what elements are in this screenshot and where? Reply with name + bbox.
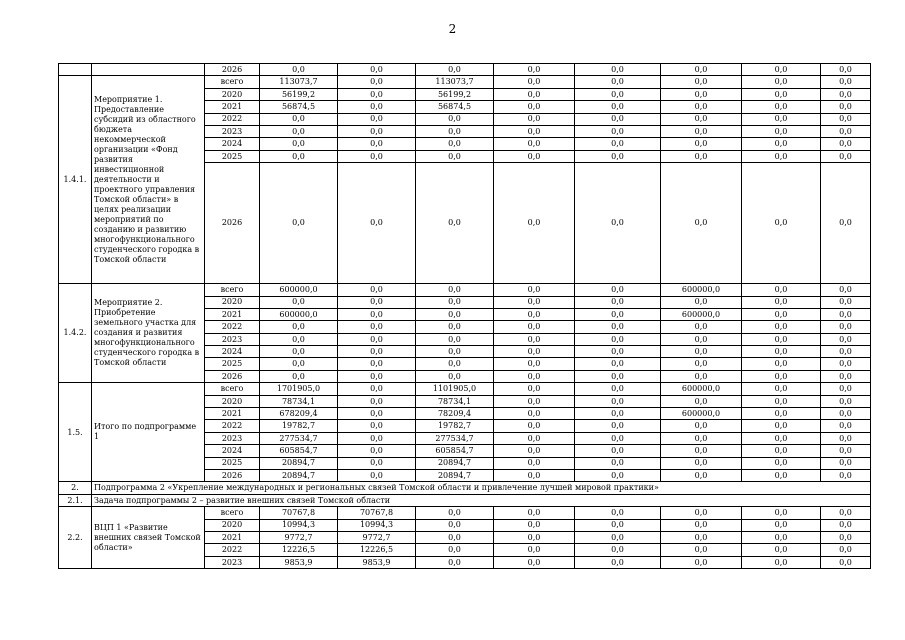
year-cell: 2024 [205,346,260,358]
year-cell: 2020 [205,519,260,531]
value-cell: 0,0 [742,432,821,444]
value-cell: 0,0 [742,469,821,481]
year-cell: 2021 [205,101,260,113]
value-cell: 0,0 [821,370,871,382]
value-cell: 0,0 [821,150,871,162]
value-cell: 0,0 [338,296,416,308]
value-cell: 1701905,0 [260,383,338,395]
value-cell: 0,0 [821,432,871,444]
value-cell: 600000,0 [661,408,742,420]
value-cell: 0,0 [494,308,575,320]
value-cell: 0,0 [821,125,871,137]
value-cell: 0,0 [661,445,742,457]
value-cell: 0,0 [742,64,821,76]
row-code-cell [59,64,92,76]
value-cell: 20894,7 [416,457,494,469]
year-cell: 2026 [205,64,260,76]
value-cell: 0,0 [416,296,494,308]
value-cell: 0,0 [821,138,871,150]
value-cell: 0,0 [575,358,661,370]
description-cell: Итого по подпрограмме 1 [92,383,205,482]
value-cell: 0,0 [494,138,575,150]
value-cell: 0,0 [821,507,871,519]
description-cell: ВЦП 1 «Развитие внешних связей Томской области» [92,507,205,569]
description-cell: Мероприятие 2. Приобретение земельного участка для создания и развития многофункционального студенческого городка в Томской области [92,284,205,383]
value-cell: 0,0 [821,519,871,531]
value-cell: 0,0 [661,395,742,407]
value-cell: 0,0 [575,556,661,568]
value-cell: 0,0 [661,370,742,382]
value-cell: 0,0 [821,296,871,308]
value-cell: 78734,1 [260,395,338,407]
row-code-cell: 2. [59,482,92,494]
value-cell: 0,0 [494,432,575,444]
value-cell: 0,0 [494,358,575,370]
value-cell: 0,0 [494,469,575,481]
value-cell: 0,0 [338,64,416,76]
value-cell: 605854,7 [416,445,494,457]
value-cell: 0,0 [494,125,575,137]
value-cell: 0,0 [338,383,416,395]
value-cell: 0,0 [494,101,575,113]
value-cell: 0,0 [661,346,742,358]
table-row [59,383,871,395]
value-cell: 0,0 [661,531,742,543]
value-cell: 277534,7 [416,432,494,444]
row-code-cell: 1.5. [59,383,92,482]
value-cell: 0,0 [260,125,338,137]
value-cell: 0,0 [575,113,661,125]
value-cell: 0,0 [821,358,871,370]
year-cell: 2025 [205,457,260,469]
value-cell: 0,0 [742,507,821,519]
value-cell: 0,0 [575,333,661,345]
value-cell: 0,0 [260,333,338,345]
value-cell: 0,0 [338,358,416,370]
value-cell: 0,0 [416,163,494,284]
value-cell: 20894,7 [260,469,338,481]
value-cell: 0,0 [338,284,416,296]
value-cell: 0,0 [821,76,871,88]
value-cell: 0,0 [260,163,338,284]
value-cell: 0,0 [575,64,661,76]
year-cell: 2023 [205,556,260,568]
value-cell: 0,0 [338,321,416,333]
value-cell: 0,0 [821,88,871,100]
value-cell: 0,0 [494,420,575,432]
value-cell: 0,0 [494,395,575,407]
year-cell: 2023 [205,432,260,444]
value-cell: 0,0 [821,457,871,469]
value-cell: 0,0 [661,296,742,308]
value-cell: 56199,2 [260,88,338,100]
value-cell: 0,0 [260,296,338,308]
value-cell: 0,0 [742,76,821,88]
value-cell: 0,0 [661,321,742,333]
value-cell: 0,0 [416,370,494,382]
value-cell: 0,0 [260,370,338,382]
value-cell: 0,0 [575,395,661,407]
value-cell: 0,0 [338,76,416,88]
value-cell: 0,0 [821,420,871,432]
value-cell: 19782,7 [260,420,338,432]
year-cell: 2021 [205,531,260,543]
value-cell: 0,0 [661,64,742,76]
value-cell: 0,0 [416,519,494,531]
value-cell: 0,0 [338,88,416,100]
table-row [59,482,871,494]
year-cell: 2022 [205,321,260,333]
value-cell: 0,0 [338,163,416,284]
value-cell: 0,0 [338,370,416,382]
section-title-cell: Подпрограмма 2 «Укрепление международных и региональных связей Томской области и привлечение лучшей мировой практики» [92,482,871,494]
value-cell: 0,0 [821,64,871,76]
value-cell: 0,0 [494,163,575,284]
year-cell: 2026 [205,163,260,284]
value-cell: 0,0 [742,358,821,370]
value-cell: 0,0 [416,284,494,296]
value-cell: 0,0 [575,284,661,296]
value-cell: 0,0 [821,333,871,345]
value-cell: 0,0 [575,370,661,382]
value-cell: 0,0 [661,469,742,481]
value-cell: 0,0 [416,308,494,320]
table-row [59,284,871,296]
value-cell: 0,0 [742,556,821,568]
value-cell: 0,0 [338,408,416,420]
value-cell: 0,0 [661,88,742,100]
year-cell: 2023 [205,125,260,137]
value-cell: 0,0 [742,445,821,457]
value-cell: 0,0 [575,308,661,320]
value-cell: 0,0 [416,346,494,358]
value-cell: 78209,4 [416,408,494,420]
value-cell: 10994,3 [338,519,416,531]
year-cell: 2025 [205,358,260,370]
value-cell: 600000,0 [260,284,338,296]
value-cell: 0,0 [338,445,416,457]
value-cell: 0,0 [661,163,742,284]
value-cell: 0,0 [661,556,742,568]
value-cell: 9772,7 [260,531,338,543]
year-cell: 2022 [205,113,260,125]
value-cell: 0,0 [742,321,821,333]
value-cell: 0,0 [661,101,742,113]
value-cell: 0,0 [575,469,661,481]
value-cell: 600000,0 [661,308,742,320]
value-cell: 0,0 [575,531,661,543]
value-cell: 0,0 [742,531,821,543]
value-cell: 113073,7 [416,76,494,88]
value-cell: 0,0 [575,125,661,137]
value-cell: 0,0 [260,113,338,125]
value-cell: 9853,9 [260,556,338,568]
row-code-cell: 1.4.1. [59,76,92,284]
value-cell: 0,0 [742,333,821,345]
value-cell: 56874,5 [416,101,494,113]
table-row [59,76,871,88]
value-cell: 20894,7 [416,469,494,481]
value-cell: 0,0 [821,346,871,358]
year-cell: 2021 [205,408,260,420]
value-cell: 277534,7 [260,432,338,444]
value-cell: 0,0 [494,321,575,333]
value-cell: 0,0 [575,163,661,284]
value-cell: 0,0 [821,163,871,284]
value-cell: 0,0 [338,113,416,125]
budget-table [58,63,871,569]
value-cell: 10994,3 [260,519,338,531]
value-cell: 0,0 [338,308,416,320]
value-cell: 0,0 [821,469,871,481]
value-cell: 0,0 [494,408,575,420]
year-cell: 2022 [205,544,260,556]
year-cell: 2026 [205,469,260,481]
value-cell: 0,0 [575,445,661,457]
value-cell: 0,0 [742,163,821,284]
value-cell: 0,0 [821,395,871,407]
value-cell: 0,0 [416,358,494,370]
value-cell: 78734,1 [416,395,494,407]
value-cell: 0,0 [494,544,575,556]
value-cell: 0,0 [821,284,871,296]
value-cell: 0,0 [661,432,742,444]
value-cell: 0,0 [661,544,742,556]
value-cell: 0,0 [494,457,575,469]
value-cell: 0,0 [742,383,821,395]
value-cell: 0,0 [494,150,575,162]
value-cell: 0,0 [575,138,661,150]
value-cell: 0,0 [416,556,494,568]
value-cell: 0,0 [494,507,575,519]
value-cell: 0,0 [575,150,661,162]
value-cell: 0,0 [260,321,338,333]
year-cell: 2024 [205,445,260,457]
value-cell: 0,0 [661,125,742,137]
value-cell: 0,0 [575,346,661,358]
year-cell: 2025 [205,150,260,162]
value-cell: 0,0 [661,420,742,432]
value-cell: 0,0 [742,150,821,162]
value-cell: 0,0 [575,507,661,519]
table-row [59,507,871,519]
value-cell: 0,0 [494,284,575,296]
year-cell: 2023 [205,333,260,345]
table-row [59,494,871,506]
value-cell: 0,0 [416,113,494,125]
table-row [59,64,871,76]
value-cell: 12226,5 [338,544,416,556]
value-cell: 0,0 [494,333,575,345]
value-cell: 0,0 [742,113,821,125]
page-number: 2 [448,22,457,36]
value-cell: 0,0 [494,296,575,308]
value-cell: 0,0 [338,125,416,137]
value-cell: 20894,7 [260,457,338,469]
value-cell: 0,0 [494,370,575,382]
value-cell: 0,0 [821,383,871,395]
value-cell: 0,0 [338,432,416,444]
value-cell: 0,0 [661,113,742,125]
value-cell: 0,0 [742,420,821,432]
value-cell: 0,0 [661,76,742,88]
value-cell: 12226,5 [260,544,338,556]
value-cell: 0,0 [494,88,575,100]
value-cell: 0,0 [742,138,821,150]
value-cell: 0,0 [494,346,575,358]
value-cell: 0,0 [494,64,575,76]
value-cell: 0,0 [661,507,742,519]
value-cell: 0,0 [742,544,821,556]
section-title-cell: Задача подпрограммы 2 – развитие внешних связей Томской области [92,494,871,506]
value-cell: 0,0 [575,420,661,432]
value-cell: 0,0 [821,321,871,333]
value-cell: 70767,8 [338,507,416,519]
value-cell: 0,0 [661,138,742,150]
value-cell: 0,0 [575,457,661,469]
year-cell: 2024 [205,138,260,150]
value-cell: 0,0 [260,358,338,370]
value-cell: 0,0 [575,321,661,333]
row-code-cell: 2.1. [59,494,92,506]
value-cell: 0,0 [821,544,871,556]
value-cell: 0,0 [338,333,416,345]
year-cell: всего [205,76,260,88]
value-cell: 0,0 [260,346,338,358]
value-cell: 0,0 [338,469,416,481]
value-cell: 9853,9 [338,556,416,568]
year-cell: всего [205,383,260,395]
value-cell: 0,0 [494,76,575,88]
value-cell: 0,0 [575,101,661,113]
value-cell: 0,0 [575,76,661,88]
value-cell: 0,0 [416,138,494,150]
year-cell: 2021 [205,308,260,320]
value-cell: 600000,0 [260,308,338,320]
value-cell: 600000,0 [661,284,742,296]
value-cell: 0,0 [742,296,821,308]
value-cell: 0,0 [821,445,871,457]
value-cell: 0,0 [742,284,821,296]
value-cell: 0,0 [661,457,742,469]
value-cell: 0,0 [742,88,821,100]
value-cell: 0,0 [742,408,821,420]
value-cell: 70767,8 [260,507,338,519]
value-cell: 1101905,0 [416,383,494,395]
value-cell: 0,0 [742,125,821,137]
value-cell: 0,0 [575,383,661,395]
value-cell: 0,0 [742,370,821,382]
value-cell: 0,0 [416,531,494,543]
value-cell: 0,0 [575,296,661,308]
value-cell: 0,0 [821,556,871,568]
value-cell: 0,0 [416,150,494,162]
value-cell: 0,0 [742,308,821,320]
value-cell: 678209,4 [260,408,338,420]
value-cell: 0,0 [575,408,661,420]
value-cell: 0,0 [575,88,661,100]
value-cell: 0,0 [821,113,871,125]
value-cell: 0,0 [416,333,494,345]
year-cell: 2020 [205,88,260,100]
value-cell: 0,0 [742,101,821,113]
value-cell: 600000,0 [661,383,742,395]
value-cell: 56199,2 [416,88,494,100]
value-cell: 0,0 [416,64,494,76]
value-cell: 56874,5 [260,101,338,113]
year-cell: 2020 [205,395,260,407]
value-cell: 0,0 [338,138,416,150]
value-cell: 0,0 [742,346,821,358]
value-cell: 0,0 [661,358,742,370]
value-cell: 0,0 [575,432,661,444]
value-cell: 0,0 [494,556,575,568]
year-cell: всего [205,284,260,296]
year-cell: 2026 [205,370,260,382]
year-cell: всего [205,507,260,519]
value-cell: 0,0 [742,395,821,407]
value-cell: 0,0 [494,531,575,543]
value-cell: 0,0 [575,519,661,531]
value-cell: 0,0 [742,519,821,531]
value-cell: 0,0 [338,457,416,469]
description-cell [92,64,205,76]
value-cell: 0,0 [494,383,575,395]
value-cell: 0,0 [575,544,661,556]
value-cell: 0,0 [260,150,338,162]
value-cell: 0,0 [821,408,871,420]
value-cell: 0,0 [338,395,416,407]
value-cell: 0,0 [260,138,338,150]
value-cell: 9772,7 [338,531,416,543]
value-cell: 0,0 [821,101,871,113]
value-cell: 0,0 [494,445,575,457]
value-cell: 0,0 [416,125,494,137]
value-cell: 0,0 [338,346,416,358]
value-cell: 19782,7 [416,420,494,432]
value-cell: 0,0 [416,507,494,519]
value-cell: 0,0 [661,333,742,345]
value-cell: 0,0 [416,321,494,333]
value-cell: 0,0 [494,113,575,125]
value-cell: 0,0 [742,457,821,469]
value-cell: 0,0 [661,519,742,531]
value-cell: 0,0 [338,101,416,113]
value-cell: 0,0 [338,150,416,162]
value-cell: 0,0 [821,308,871,320]
value-cell: 0,0 [821,531,871,543]
row-code-cell: 1.4.2. [59,284,92,383]
value-cell: 605854,7 [260,445,338,457]
value-cell: 0,0 [416,544,494,556]
year-cell: 2022 [205,420,260,432]
value-cell: 0,0 [338,420,416,432]
value-cell: 0,0 [661,150,742,162]
value-cell: 113073,7 [260,76,338,88]
description-cell: Мероприятие 1. Предоставление субсидий из областного бюджета некоммерческой организации «Фонд развития инвестиционной деятельности и проектного управления Томской области» в целях реализации мероприятий по созданию и развитию многофункционального студенческого городка в Томской области [92,76,205,284]
year-cell: 2020 [205,296,260,308]
value-cell: 0,0 [494,519,575,531]
row-code-cell: 2.2. [59,507,92,569]
value-cell: 0,0 [260,64,338,76]
